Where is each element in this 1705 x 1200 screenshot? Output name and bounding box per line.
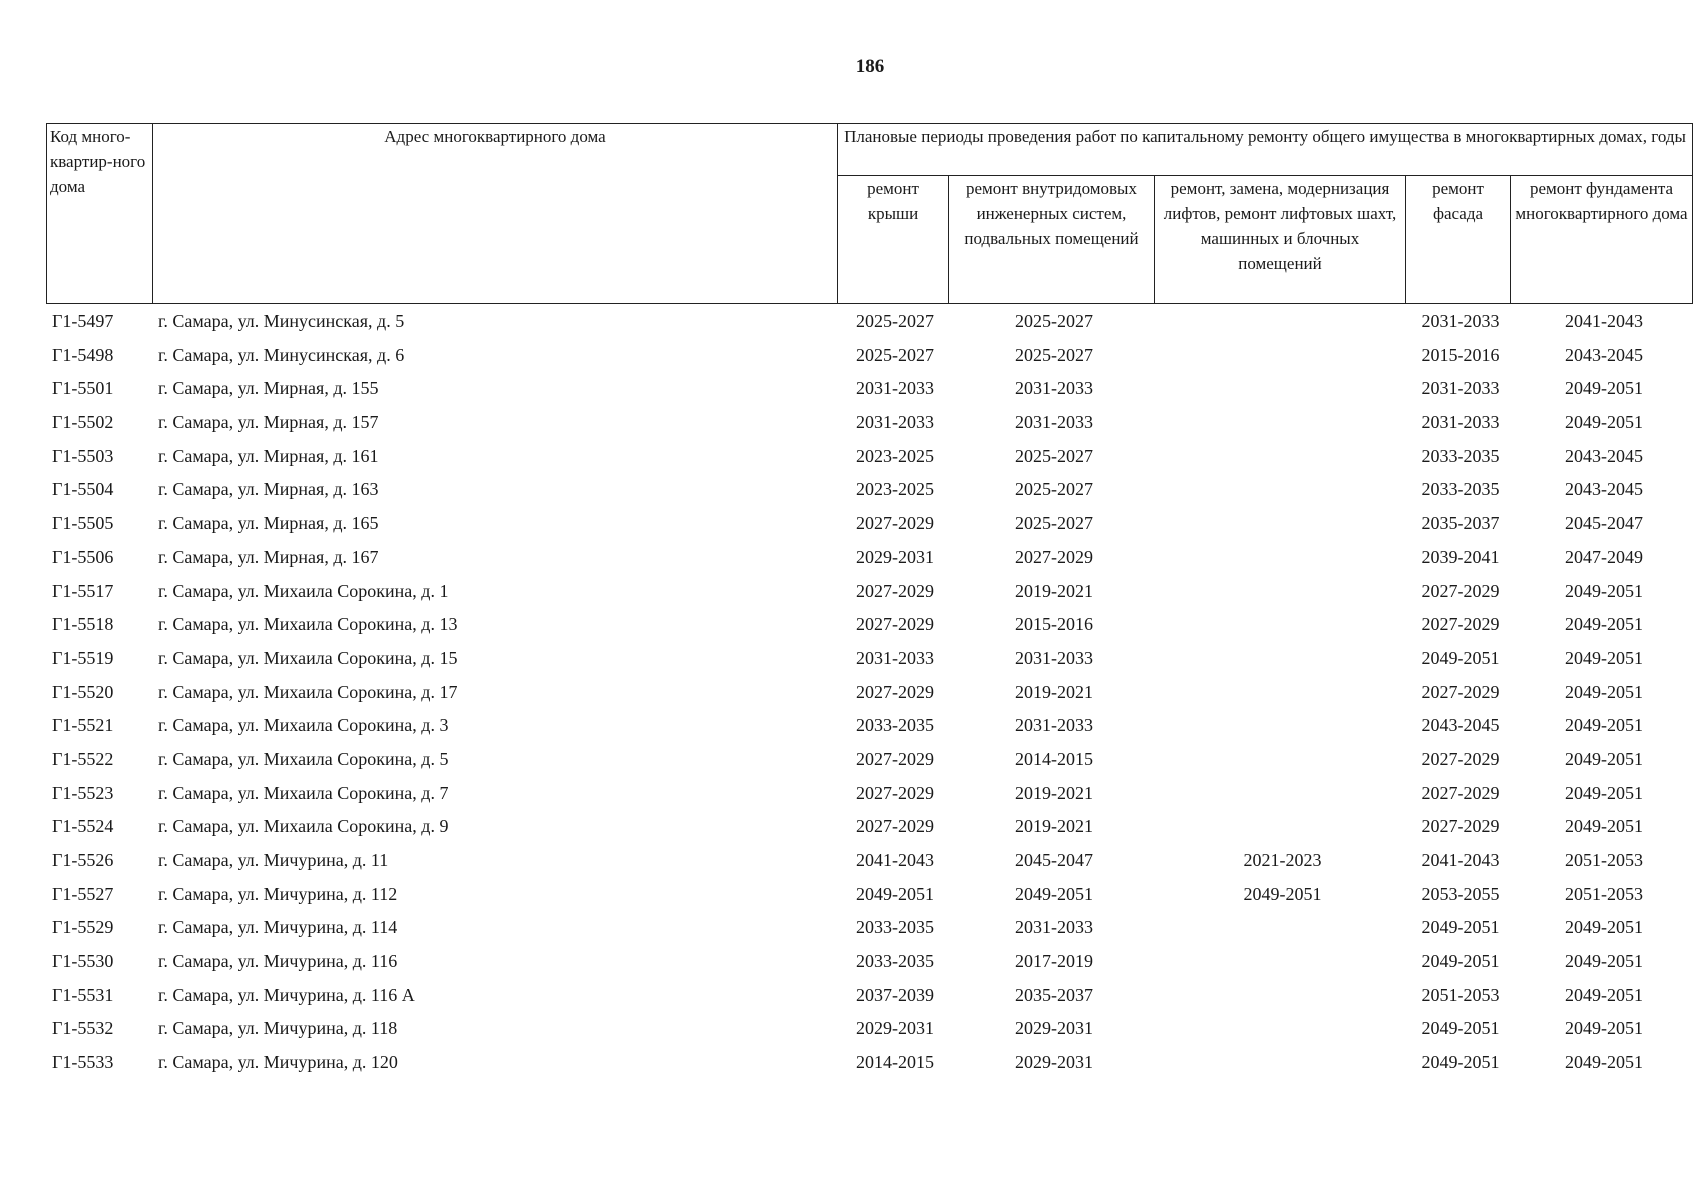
table-row <box>0 642 1705 676</box>
cell-engineering: 2019-2021 <box>1015 816 1093 837</box>
cell-address: г. Самара, ул. Мирная, д. 167 <box>158 546 379 567</box>
cell-foundation: 2043-2045 <box>1565 479 1643 500</box>
cell-code: Г1-5503 <box>52 445 114 466</box>
cell-code: Г1-5501 <box>52 378 114 399</box>
table-row <box>0 945 1705 979</box>
cell-address: г. Самара, ул. Мирная, д. 163 <box>158 479 379 500</box>
cell-address: г. Самара, ул. Мирная, д. 161 <box>158 445 379 466</box>
cell-code: Г1-5527 <box>52 883 114 904</box>
cell-roof: 2049-2051 <box>856 883 934 904</box>
cell-elevators: 2021-2023 <box>1243 850 1322 870</box>
cell-facade: 2049-2051 <box>1421 1052 1500 1073</box>
cell-address: г. Самара, ул. Мичурина, д. 114 <box>158 917 398 938</box>
cell-code: Г1-5520 <box>52 681 114 702</box>
cell-address: г. Самара, ул. Михаила Сорокина, д. 7 <box>158 782 449 803</box>
cell-address: г. Самара, ул. Михаила Сорокина, д. 5 <box>158 748 449 769</box>
cell-facade: 2049-2051 <box>1421 1018 1500 1039</box>
cell-roof: 2029-2031 <box>856 1018 934 1039</box>
cell-foundation: 2049-2051 <box>1565 378 1643 399</box>
cell-foundation: 2049-2051 <box>1565 580 1643 601</box>
cell-engineering: 2019-2021 <box>1015 580 1093 601</box>
cell-code: Г1-5529 <box>52 917 114 938</box>
table-row <box>0 979 1705 1013</box>
cell-roof: 2031-2033 <box>856 378 934 399</box>
cell-code: Г1-5532 <box>52 1018 114 1039</box>
cell-engineering: 2045-2047 <box>1015 850 1093 870</box>
cell-engineering: 2025-2027 <box>1015 479 1093 500</box>
cell-code: Г1-5519 <box>52 647 114 668</box>
cell-code: Г1-5502 <box>52 412 114 433</box>
cell-foundation: 2045-2047 <box>1565 513 1643 534</box>
cell-engineering: 2025-2027 <box>1015 513 1093 534</box>
cell-code: Г1-5517 <box>52 580 114 601</box>
cell-address: г. Самара, ул. Минусинская, д. 6 <box>158 344 405 365</box>
cell-code: Г1-5518 <box>52 614 114 635</box>
cell-facade: 2039-2041 <box>1421 546 1500 567</box>
table-row <box>0 1012 1705 1046</box>
table-row <box>0 372 1705 406</box>
cell-roof: 2027-2029 <box>856 816 934 837</box>
cell-foundation: 2049-2051 <box>1565 1018 1643 1039</box>
cell-engineering: 2025-2027 <box>1015 344 1093 365</box>
cell-address: г. Самара, ул. Мирная, д. 165 <box>158 513 379 534</box>
cell-code: Г1-5526 <box>52 850 114 870</box>
cell-address: г. Самара, ул. Мичурина, д. 112 <box>158 883 398 904</box>
cell-engineering: 2031-2033 <box>1015 378 1093 399</box>
cell-facade: 2031-2033 <box>1421 378 1500 399</box>
cell-engineering: 2017-2019 <box>1015 951 1093 972</box>
cell-engineering: 2035-2037 <box>1015 984 1093 1005</box>
cell-roof: 2023-2025 <box>856 445 934 466</box>
cell-roof: 2033-2035 <box>856 951 934 972</box>
cell-address: г. Самара, ул. Мичурина, д. 116 <box>158 951 398 972</box>
cell-foundation: 2049-2051 <box>1565 984 1643 1005</box>
cell-roof: 2031-2033 <box>856 412 934 433</box>
cell-roof: 2027-2029 <box>856 782 934 803</box>
cell-engineering: 2031-2033 <box>1015 412 1093 433</box>
cell-roof: 2027-2029 <box>856 580 934 601</box>
cell-foundation: 2049-2051 <box>1565 748 1643 769</box>
table-row <box>0 743 1705 777</box>
header-roof: ремонт крыши <box>838 176 949 304</box>
cell-code: Г1-5522 <box>52 748 114 769</box>
header-elevators: ремонт, замена, модернизация лифтов, ремонт лифтовых шахт, машинных и блочных помещений <box>1155 176 1406 304</box>
cell-facade: 2033-2035 <box>1421 445 1500 466</box>
cell-facade: 2049-2051 <box>1421 647 1500 668</box>
cell-foundation: 2043-2045 <box>1565 344 1643 365</box>
cell-foundation: 2049-2051 <box>1565 647 1643 668</box>
cell-foundation: 2051-2053 <box>1565 850 1643 870</box>
header-periods: Плановые периоды проведения работ по капитальному ремонту общего имущества в многоквартирных домах, годы <box>838 124 1693 176</box>
cell-address: г. Самара, ул. Михаила Сорокина, д. 9 <box>158 816 449 837</box>
cell-facade: 2027-2029 <box>1421 782 1500 803</box>
cell-engineering: 2015-2016 <box>1015 614 1093 635</box>
cell-code: Г1-5524 <box>52 816 114 837</box>
cell-facade: 2041-2043 <box>1421 850 1500 870</box>
cell-facade: 2035-2037 <box>1421 513 1500 534</box>
cell-foundation: 2049-2051 <box>1565 816 1643 837</box>
cell-roof: 2027-2029 <box>856 614 934 635</box>
cell-address: г. Самара, ул. Мичурина, д. 116 А <box>158 984 415 1005</box>
cell-address: г. Самара, ул. Михаила Сорокина, д. 13 <box>158 614 458 635</box>
cell-address: г. Самара, ул. Мичурина, д. 118 <box>158 1018 398 1039</box>
table-row <box>0 676 1705 710</box>
cell-elevators: 2049-2051 <box>1243 883 1322 904</box>
cell-engineering: 2019-2021 <box>1015 782 1093 803</box>
cell-roof: 2029-2031 <box>856 546 934 567</box>
table-row <box>0 810 1705 844</box>
cell-engineering: 2027-2029 <box>1015 546 1093 567</box>
cell-roof: 2041-2043 <box>856 850 934 870</box>
cell-engineering: 2014-2015 <box>1015 748 1093 769</box>
cell-facade: 2027-2029 <box>1421 816 1500 837</box>
table-row <box>0 406 1705 440</box>
cell-foundation: 2049-2051 <box>1565 951 1643 972</box>
cell-facade: 2049-2051 <box>1421 917 1500 938</box>
cell-engineering: 2029-2031 <box>1015 1018 1093 1039</box>
table-row <box>0 440 1705 474</box>
cell-address: г. Самара, ул. Михаила Сорокина, д. 17 <box>158 681 458 702</box>
cell-facade: 2053-2055 <box>1421 883 1500 904</box>
cell-address: г. Самара, ул. Михаила Сорокина, д. 15 <box>158 647 458 668</box>
cell-facade: 2027-2029 <box>1421 580 1500 601</box>
cell-roof: 2027-2029 <box>856 748 934 769</box>
cell-roof: 2027-2029 <box>856 513 934 534</box>
cell-code: Г1-5530 <box>52 951 114 972</box>
cell-roof: 2027-2029 <box>856 681 934 702</box>
cell-code: Г1-5523 <box>52 782 114 803</box>
cell-facade: 2043-2045 <box>1421 715 1500 736</box>
cell-foundation: 2049-2051 <box>1565 715 1643 736</box>
cell-facade: 2031-2033 <box>1421 311 1500 331</box>
cell-foundation: 2049-2051 <box>1565 917 1643 938</box>
header-address: Адрес многоквартирного дома <box>153 124 838 304</box>
cell-code: Г1-5506 <box>52 546 114 567</box>
cell-address: г. Самара, ул. Мирная, д. 157 <box>158 412 379 433</box>
cell-foundation: 2049-2051 <box>1565 681 1643 702</box>
cell-address: г. Самара, ул. Мичурина, д. 120 <box>158 1052 398 1073</box>
cell-address: г. Самара, ул. Михаила Сорокина, д. 3 <box>158 715 449 736</box>
table-header <box>46 123 1693 304</box>
cell-engineering: 2031-2033 <box>1015 715 1093 736</box>
cell-roof: 2037-2039 <box>856 984 934 1005</box>
cell-facade: 2027-2029 <box>1421 681 1500 702</box>
cell-roof: 2014-2015 <box>856 1052 934 1073</box>
cell-engineering: 2019-2021 <box>1015 681 1093 702</box>
table-row <box>0 507 1705 541</box>
table-row <box>0 339 1705 373</box>
table-row <box>0 541 1705 575</box>
header-foundation: ремонт фундамента многоквартирного дома <box>1511 176 1693 304</box>
cell-foundation: 2049-2051 <box>1565 614 1643 635</box>
cell-foundation: 2049-2051 <box>1565 1052 1643 1073</box>
cell-address: г. Самара, ул. Минусинская, д. 5 <box>158 311 405 331</box>
cell-facade: 2015-2016 <box>1421 344 1500 365</box>
cell-code: Г1-5531 <box>52 984 114 1005</box>
cell-address: г. Самара, ул. Мичурина, д. 11 <box>158 850 389 870</box>
cell-roof: 2023-2025 <box>856 479 934 500</box>
page-number: 186 <box>855 56 885 77</box>
table-row <box>0 709 1705 743</box>
cell-engineering: 2025-2027 <box>1015 445 1093 466</box>
cell-engineering: 2025-2027 <box>1015 311 1093 331</box>
cell-roof: 2033-2035 <box>856 917 934 938</box>
table-row <box>0 844 1705 878</box>
cell-foundation: 2051-2053 <box>1565 883 1643 904</box>
table-row <box>0 878 1705 912</box>
table-row <box>0 608 1705 642</box>
table-row <box>0 473 1705 507</box>
table-row <box>0 1046 1705 1080</box>
cell-foundation: 2049-2051 <box>1565 782 1643 803</box>
cell-facade: 2051-2053 <box>1421 984 1500 1005</box>
table-body <box>0 305 1705 1080</box>
header-facade: ремонт фасада <box>1406 176 1511 304</box>
table-row <box>0 575 1705 609</box>
cell-roof: 2031-2033 <box>856 647 934 668</box>
table-row <box>0 305 1705 339</box>
cell-facade: 2031-2033 <box>1421 412 1500 433</box>
cell-code: Г1-5505 <box>52 513 114 534</box>
cell-facade: 2049-2051 <box>1421 951 1500 972</box>
cell-engineering: 2049-2051 <box>1015 883 1093 904</box>
cell-roof: 2025-2027 <box>856 311 934 331</box>
cell-code: Г1-5533 <box>52 1052 114 1073</box>
cell-foundation: 2041-2043 <box>1565 311 1643 331</box>
cell-foundation: 2043-2045 <box>1565 445 1643 466</box>
cell-address: г. Самара, ул. Мирная, д. 155 <box>158 378 379 399</box>
cell-roof: 2025-2027 <box>856 344 934 365</box>
table-row <box>0 911 1705 945</box>
cell-code: Г1-5521 <box>52 715 114 736</box>
cell-facade: 2033-2035 <box>1421 479 1500 500</box>
header-engineering: ремонт внутридомовых инженерных систем, подвальных помещений <box>949 176 1155 304</box>
cell-engineering: 2031-2033 <box>1015 917 1093 938</box>
cell-roof: 2033-2035 <box>856 715 934 736</box>
cell-address: г. Самара, ул. Михаила Сорокина, д. 1 <box>158 580 449 601</box>
table-row <box>0 777 1705 811</box>
cell-facade: 2027-2029 <box>1421 748 1500 769</box>
cell-engineering: 2029-2031 <box>1015 1052 1093 1073</box>
cell-foundation: 2047-2049 <box>1565 546 1643 567</box>
cell-code: Г1-5504 <box>52 479 114 500</box>
cell-facade: 2027-2029 <box>1421 614 1500 635</box>
cell-code: Г1-5498 <box>52 344 114 365</box>
cell-code: Г1-5497 <box>52 311 114 331</box>
cell-engineering: 2031-2033 <box>1015 647 1093 668</box>
header-code: Код много-квартир-ного дома <box>47 124 153 304</box>
cell-foundation: 2049-2051 <box>1565 412 1643 433</box>
